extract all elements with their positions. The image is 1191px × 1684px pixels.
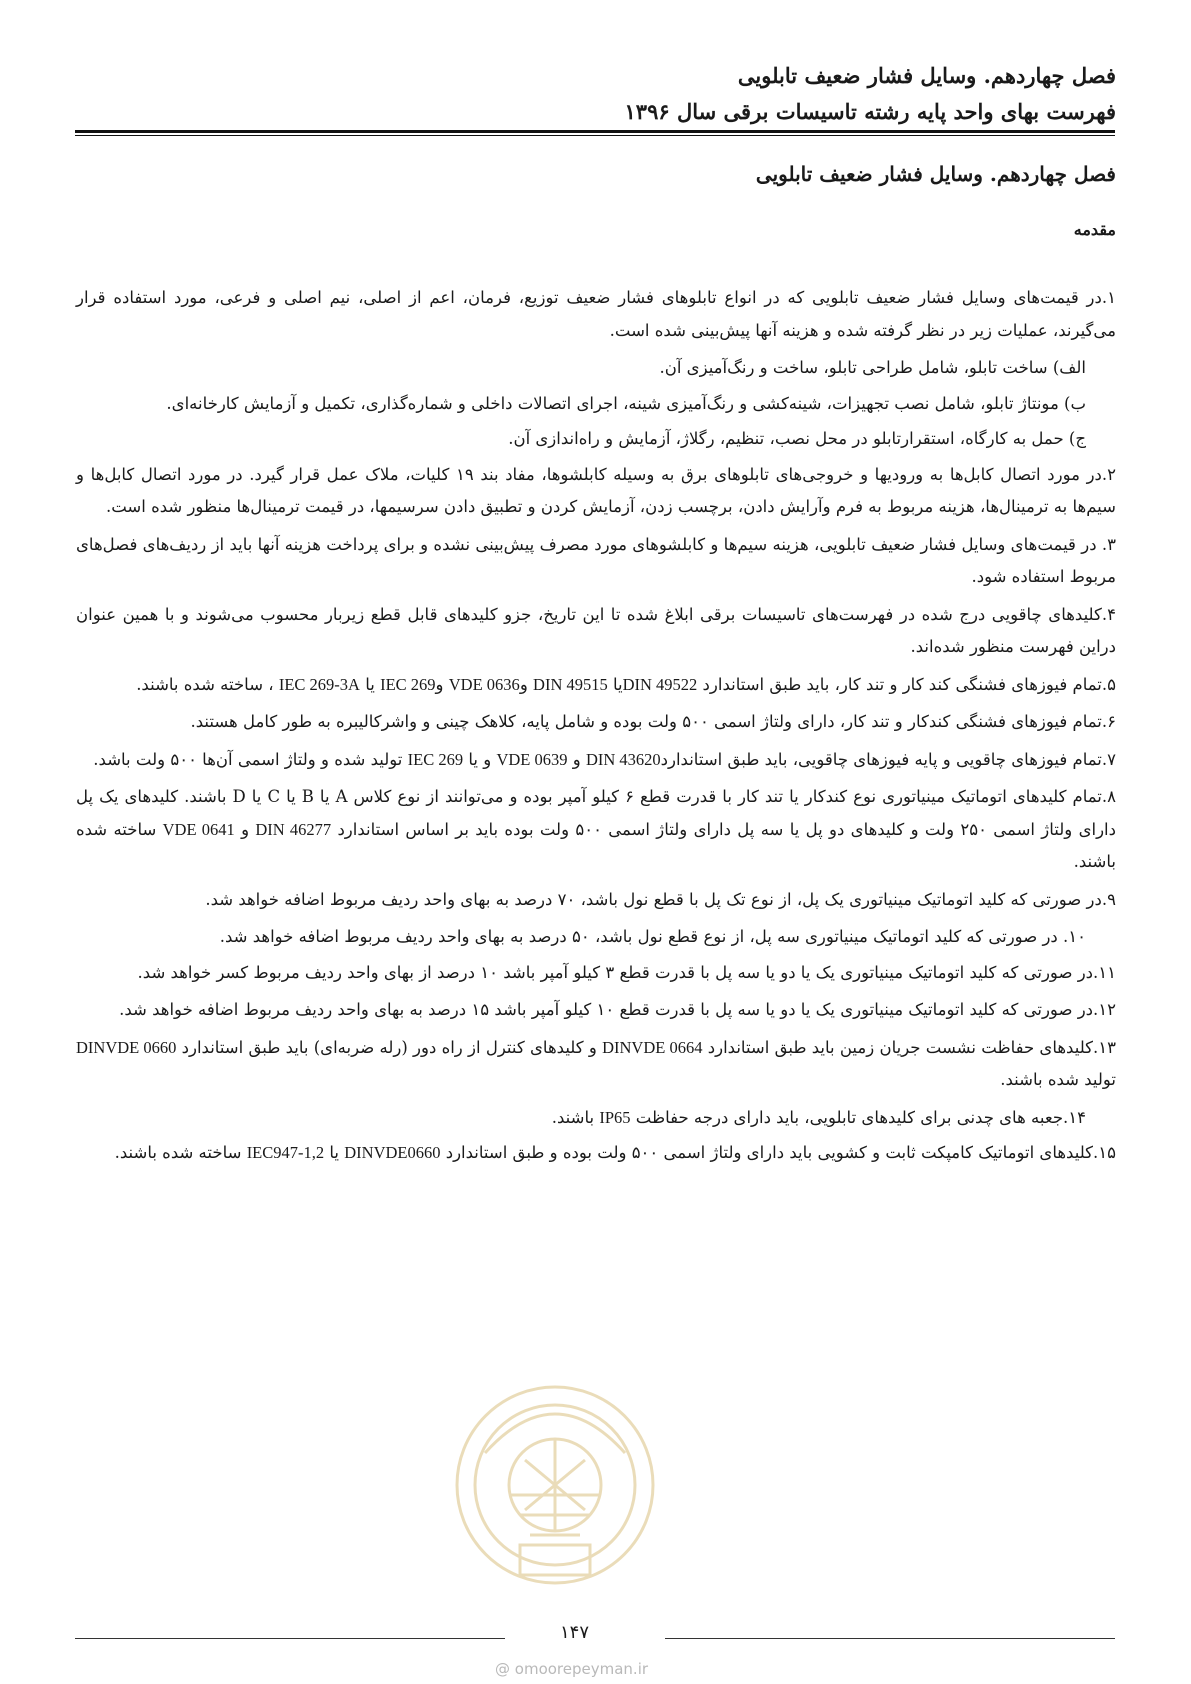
standard-code: IP65 xyxy=(599,1107,631,1127)
paragraph-4: ۴.کلیدهای چاقویی درج شده در فهرست‌های تاسیسات برقی ابلاغ شده تا این تاریخ، جزو کلیدهای قابل قطع زیربار محسوب می‌شوند و با همین عنوان دراین فهرست منظور شده‌اند. xyxy=(76,604,1116,656)
paragraph-5-text: ، ساخته شده باشند. xyxy=(136,674,279,694)
footer-rule-left xyxy=(75,1638,505,1639)
paragraph-8 xyxy=(76,781,1116,879)
paragraph-5-text: یا xyxy=(359,674,381,694)
paragraph-14 xyxy=(76,1102,1116,1135)
standard-code: DINVDE 0660 xyxy=(76,1037,177,1057)
standard-code: DINVDE 0664 xyxy=(602,1037,703,1057)
paragraph-5-text: و xyxy=(519,674,534,694)
paragraph-5-text: یا xyxy=(607,674,623,694)
watermark-url-text: omoorepeyman.ir xyxy=(514,1660,649,1678)
standard-code: IEC947-1,2 xyxy=(246,1143,325,1162)
paragraph-7-text: تولید شده و ولتاژ اسمی آن‌ها ۵۰۰ ولت باشد. xyxy=(93,749,408,769)
standard-code: DIN 49515 xyxy=(533,674,608,694)
standard-code: DIN 49522 xyxy=(622,674,698,694)
standard-code: IEC 269 xyxy=(407,749,464,769)
paragraph-1: ۱.در قیمت‌های وسایل فشار ضعیف تابلویی که در انواع تابلوهای فشار ضعیف توزیع، فرمان، اعم از اصلی، نیم اصلی و فرعی، مورد استفاده قرار می‌گیرند، عملیات زیر در نظر گرفته شده و هزینه آنها پیش‌بینی شده است. xyxy=(76,288,1116,340)
paragraph-1-item-b: ب) مونتاژ تابلو، شامل نصب تجهیزات، شینه‌کشی و رنگ‌آمیزی شینه، اجرای اتصالات داخلی و شماره‌گذاری، تکمیل و آزمایش کارخانه‌ای. xyxy=(166,393,1086,413)
paragraph-3: ۳. در قیمت‌های وسایل فشار ضعیف تابلویی، هزینه سیم‌ها و کابلشوهای مورد مصرف پیش‌بینی نشده و برای پرداخت هزینه آنها باید از ردیف‌های فصل‌های مربوط استفاده شود. xyxy=(76,534,1116,586)
running-header xyxy=(76,58,1116,130)
standard-code: DIN 46277 xyxy=(255,819,332,839)
paragraph-13 xyxy=(76,1032,1116,1097)
paragraph-12: ۱۲.در صورتی که کلید اتوماتیک مینیاتوری یک یا دو یا سه پل با قدرت قطع ۱۰ کیلو آمپر باشد ۱۵ درصد به بهای واحد ردیف مربوط اضافه خواهد شد. xyxy=(119,1000,1116,1019)
paragraph-5-text: ۵.تمام فیوزهای فشنگی کند کار و تند کار، باید طبق استاندارد xyxy=(697,674,1116,694)
paragraph-1-item-a: الف) ساخت تابلو، شامل طراحی تابلو، ساخت و رنگ‌آمیزی آن. xyxy=(659,358,1086,377)
standard-code: IEC 269-3A xyxy=(278,674,360,694)
header-document-title: فهرست بهای واحد پایه رشته تاسیسات برقی سال ۱۳۹۶ xyxy=(624,99,1116,124)
paragraph-15-text: ساخته شده باشند. xyxy=(114,1143,247,1162)
standard-code: VDE 0639 xyxy=(496,749,568,769)
section-title: فصل چهاردهم. وسایل فشار ضعیف تابلویی xyxy=(755,162,1116,186)
paragraph-7-text: ۷.تمام فیوزهای چاقویی و پایه فیوزهای چاقویی، باید طبق استاندارد xyxy=(660,749,1116,769)
watermark-url: @ omoorepeyman.ir xyxy=(495,1660,649,1678)
paragraph-11: ۱۱.در صورتی که کلید اتوماتیک مینیاتوری یک یا دو یا سه پل با قدرت قطع ۳ کیلو آمپر باشد ۱۰ درصد از بهای واحد ردیف مربوط کسر خواهد شد. xyxy=(137,962,1116,982)
paragraph-7-text: و xyxy=(567,749,586,769)
header-rule-thick xyxy=(75,130,1115,133)
paragraph-8-text: ۸.تمام کلیدهای اتوماتیک مینیاتوری نوع کندکار یا تند کار با قدرت قطع ۶ کیلو آمپر بوده و می‌توانند از نوع کلاس A یا B یا C یا D باشند. کلیدهای یک پل دارای ولتاژ اسمی ۲۵۰ ولت و کلیدهای دو پل یا سه پل دارای ولتاژ اسمی ۵۰۰ ولت بوده باید بر اساس استاندارد xyxy=(76,787,1117,839)
introduction-heading: مقدمه xyxy=(1073,220,1116,239)
paragraph-13-text: ۱۳.کلیدهای حفاظت نشست جریان زمین باید طبق استاندارد xyxy=(702,1037,1116,1057)
paragraph-15 xyxy=(76,1137,1116,1170)
paragraph-13-text: و کلیدهای کنترل از راه دور (رله ضربه‌ای) باید طبق استاندارد xyxy=(176,1037,603,1057)
introduction-body xyxy=(76,282,1116,1175)
paragraph-7-text: و یا xyxy=(463,749,497,769)
paragraph-1-item-c: ج) حمل به کارگاه، استقرارتابلو در محل نصب، تنظیم، رگلاژ، آزمایش و راه‌اندازی آن. xyxy=(508,429,1086,448)
paragraph-7 xyxy=(76,744,1116,777)
paragraph-14-text: باشند. xyxy=(551,1107,600,1127)
standard-code: DIN 43620 xyxy=(585,749,661,769)
paragraph-5 xyxy=(76,669,1116,702)
standard-code: IEC 269 xyxy=(380,674,436,694)
seal-watermark xyxy=(450,1335,660,1635)
paragraph-9: ۹.در صورتی که کلید اتوماتیک مینیاتوری یک پل، از نوع تک پل با قطع نول باشد، ۷۰ درصد به بهای واحد ردیف مربوط اضافه خواهد شد. xyxy=(205,889,1116,909)
standard-code: VDE 0641 xyxy=(162,819,235,839)
standard-code: DINVDE0660 xyxy=(344,1143,441,1162)
paragraph-8-text: ساخته شده باشند. xyxy=(76,819,1116,871)
paragraph-2: ۲.در مورد اتصال کابل‌ها به ورودیها و خروجی‌های تابلوهای برق به وسیله کابلشوها، مفاد بند ۱۹ کلیات، ملاک عمل قرار گیرد. در مورد اتصال کابل‌ها و سیم‌ها به ترمینال‌ها، هزینه مربوط به فرم وآرایش دادن، برچسب زدن، آزمایش کردن و تطبیق دادن سرسیمها، در قیمت ترمینال‌ها منظور شده است. xyxy=(76,464,1117,516)
paragraph-15-text: یا xyxy=(324,1143,345,1162)
footer-rule-right xyxy=(665,1638,1115,1639)
standard-code: VDE 0636 xyxy=(448,674,520,694)
paragraph-8-text: و xyxy=(234,819,256,839)
paragraph-13-text: تولید شده باشند. xyxy=(1000,1070,1116,1089)
header-rule-thin xyxy=(75,135,1115,136)
page-number: ۱۴۷ xyxy=(560,1622,590,1643)
paragraph-14-text: ۱۴.جعبه های چدنی برای کلیدهای تابلویی، باید دارای درجه حفاظت xyxy=(630,1107,1086,1127)
paragraph-5-text: و xyxy=(435,674,449,694)
paragraph-15-text: ۱۵.کلیدهای اتوماتیک کامپکت ثابت و کشویی باید دارای ولتاژ اسمی ۵۰۰ ولت بوده و طبق استاندارد xyxy=(440,1143,1116,1162)
header-chapter-title: فصل چهاردهم. وسایل فشار ضعیف تابلویی xyxy=(737,63,1116,88)
paragraph-10: ۱۰. در صورتی که کلید اتوماتیک مینیاتوری سه پل، از نوع قطع نول باشد، ۵۰ درصد به بهای واحد ردیف مربوط اضافه خواهد شد. xyxy=(219,927,1086,946)
paragraph-6: ۶.تمام فیوزهای فشنگی کندکار و تند کار، دارای ولتاژ اسمی ۵۰۰ ولت بوده و شامل پایه، کلاهک چینی و واشرکالیبره به طور کامل هستند. xyxy=(190,712,1116,731)
